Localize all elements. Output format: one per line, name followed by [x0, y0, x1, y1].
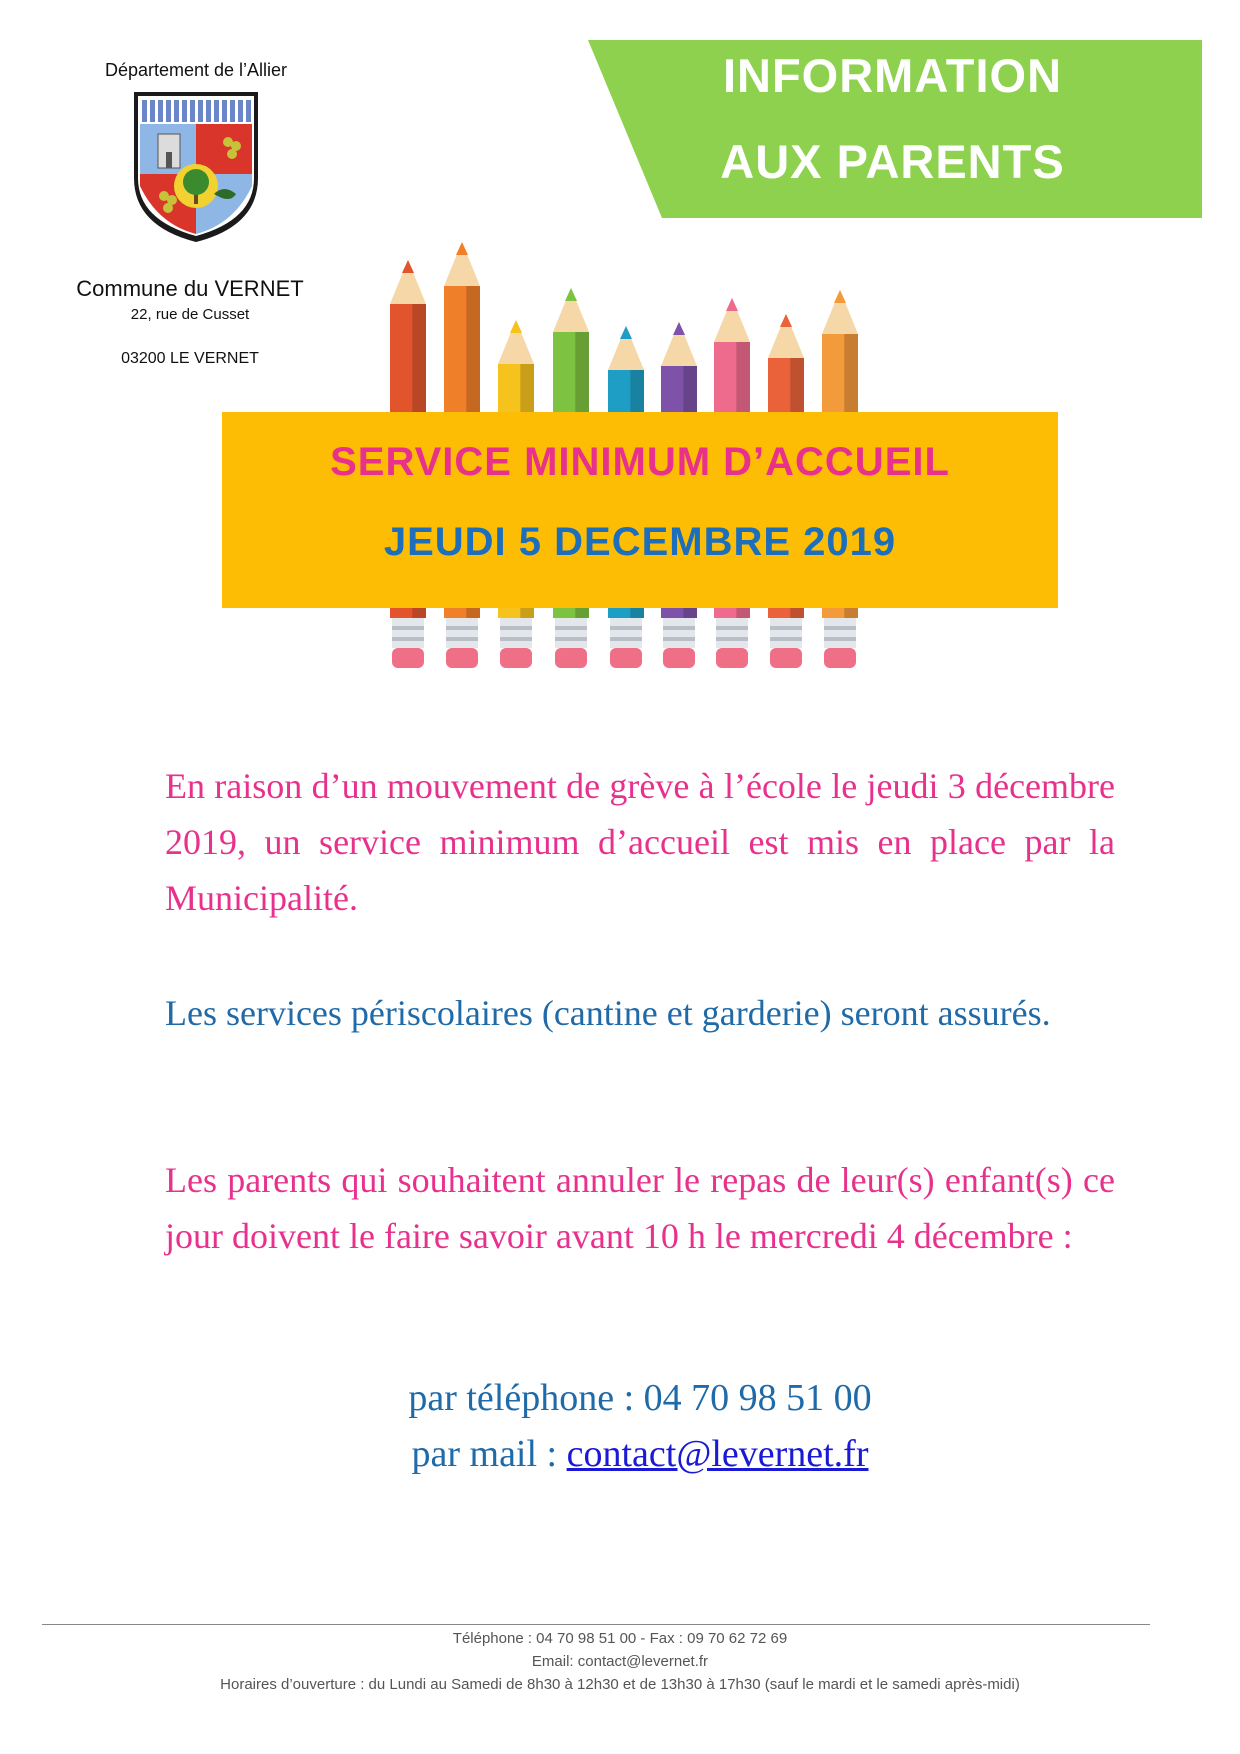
periscolaire-paragraph: Les services périscolaires (cantine et garderie) seront assurés.	[165, 993, 1051, 1033]
banner-title-line1: INFORMATION	[722, 49, 1063, 102]
date-title: JEUDI 5 DECEMBRE 2019	[383, 520, 897, 564]
footer-phone-fax: Téléphone : 04 70 98 51 00 - Fax : 09 70 62 72 69	[452, 1630, 788, 1647]
phone-number: 04 70 98 51 00	[643, 1377, 872, 1419]
footer-email: Email: contact@levernet.fr	[531, 1653, 709, 1670]
department-label: Département de l’Allier	[104, 60, 288, 80]
coat-of-arms-icon	[128, 86, 264, 246]
commune-name: Commune du VERNET	[76, 276, 304, 301]
mail-contact	[165, 1432, 1115, 1476]
phone-contact	[165, 1376, 1115, 1420]
commune-street: 22, rue de Cusset	[130, 306, 250, 323]
commune-city: 03200 LE VERNET	[121, 350, 259, 367]
footer-divider	[42, 1624, 1150, 1625]
mail-label: par mail :	[411, 1433, 567, 1475]
footer-hours: Horaires d’ouverture : du Lundi au Samedi de 8h30 à 12h30 et de 13h30 à 17h30 (sauf le mardi et le samedi après-midi)	[220, 1676, 1020, 1693]
service-title: SERVICE MINIMUM D’ACCUEIL	[330, 440, 950, 484]
banner-title-line2: AUX PARENTS	[720, 135, 1065, 188]
phone-label: par téléphone :	[408, 1377, 644, 1419]
strike-paragraph: En raison d’un mouvement de grève à l’école le jeudi 3 décembre 2019, un service minimum d’accueil est mis en place par la Municipalité.	[165, 766, 1115, 918]
mail-link[interactable]: contact@levernet.fr	[566, 1433, 869, 1475]
cancel-meal-paragraph: Les parents qui souhaitent annuler le repas de leur(s) enfant(s) ce jour doivent le faire savoir avant 10 h le mercredi 4 décembre :	[165, 1160, 1115, 1256]
